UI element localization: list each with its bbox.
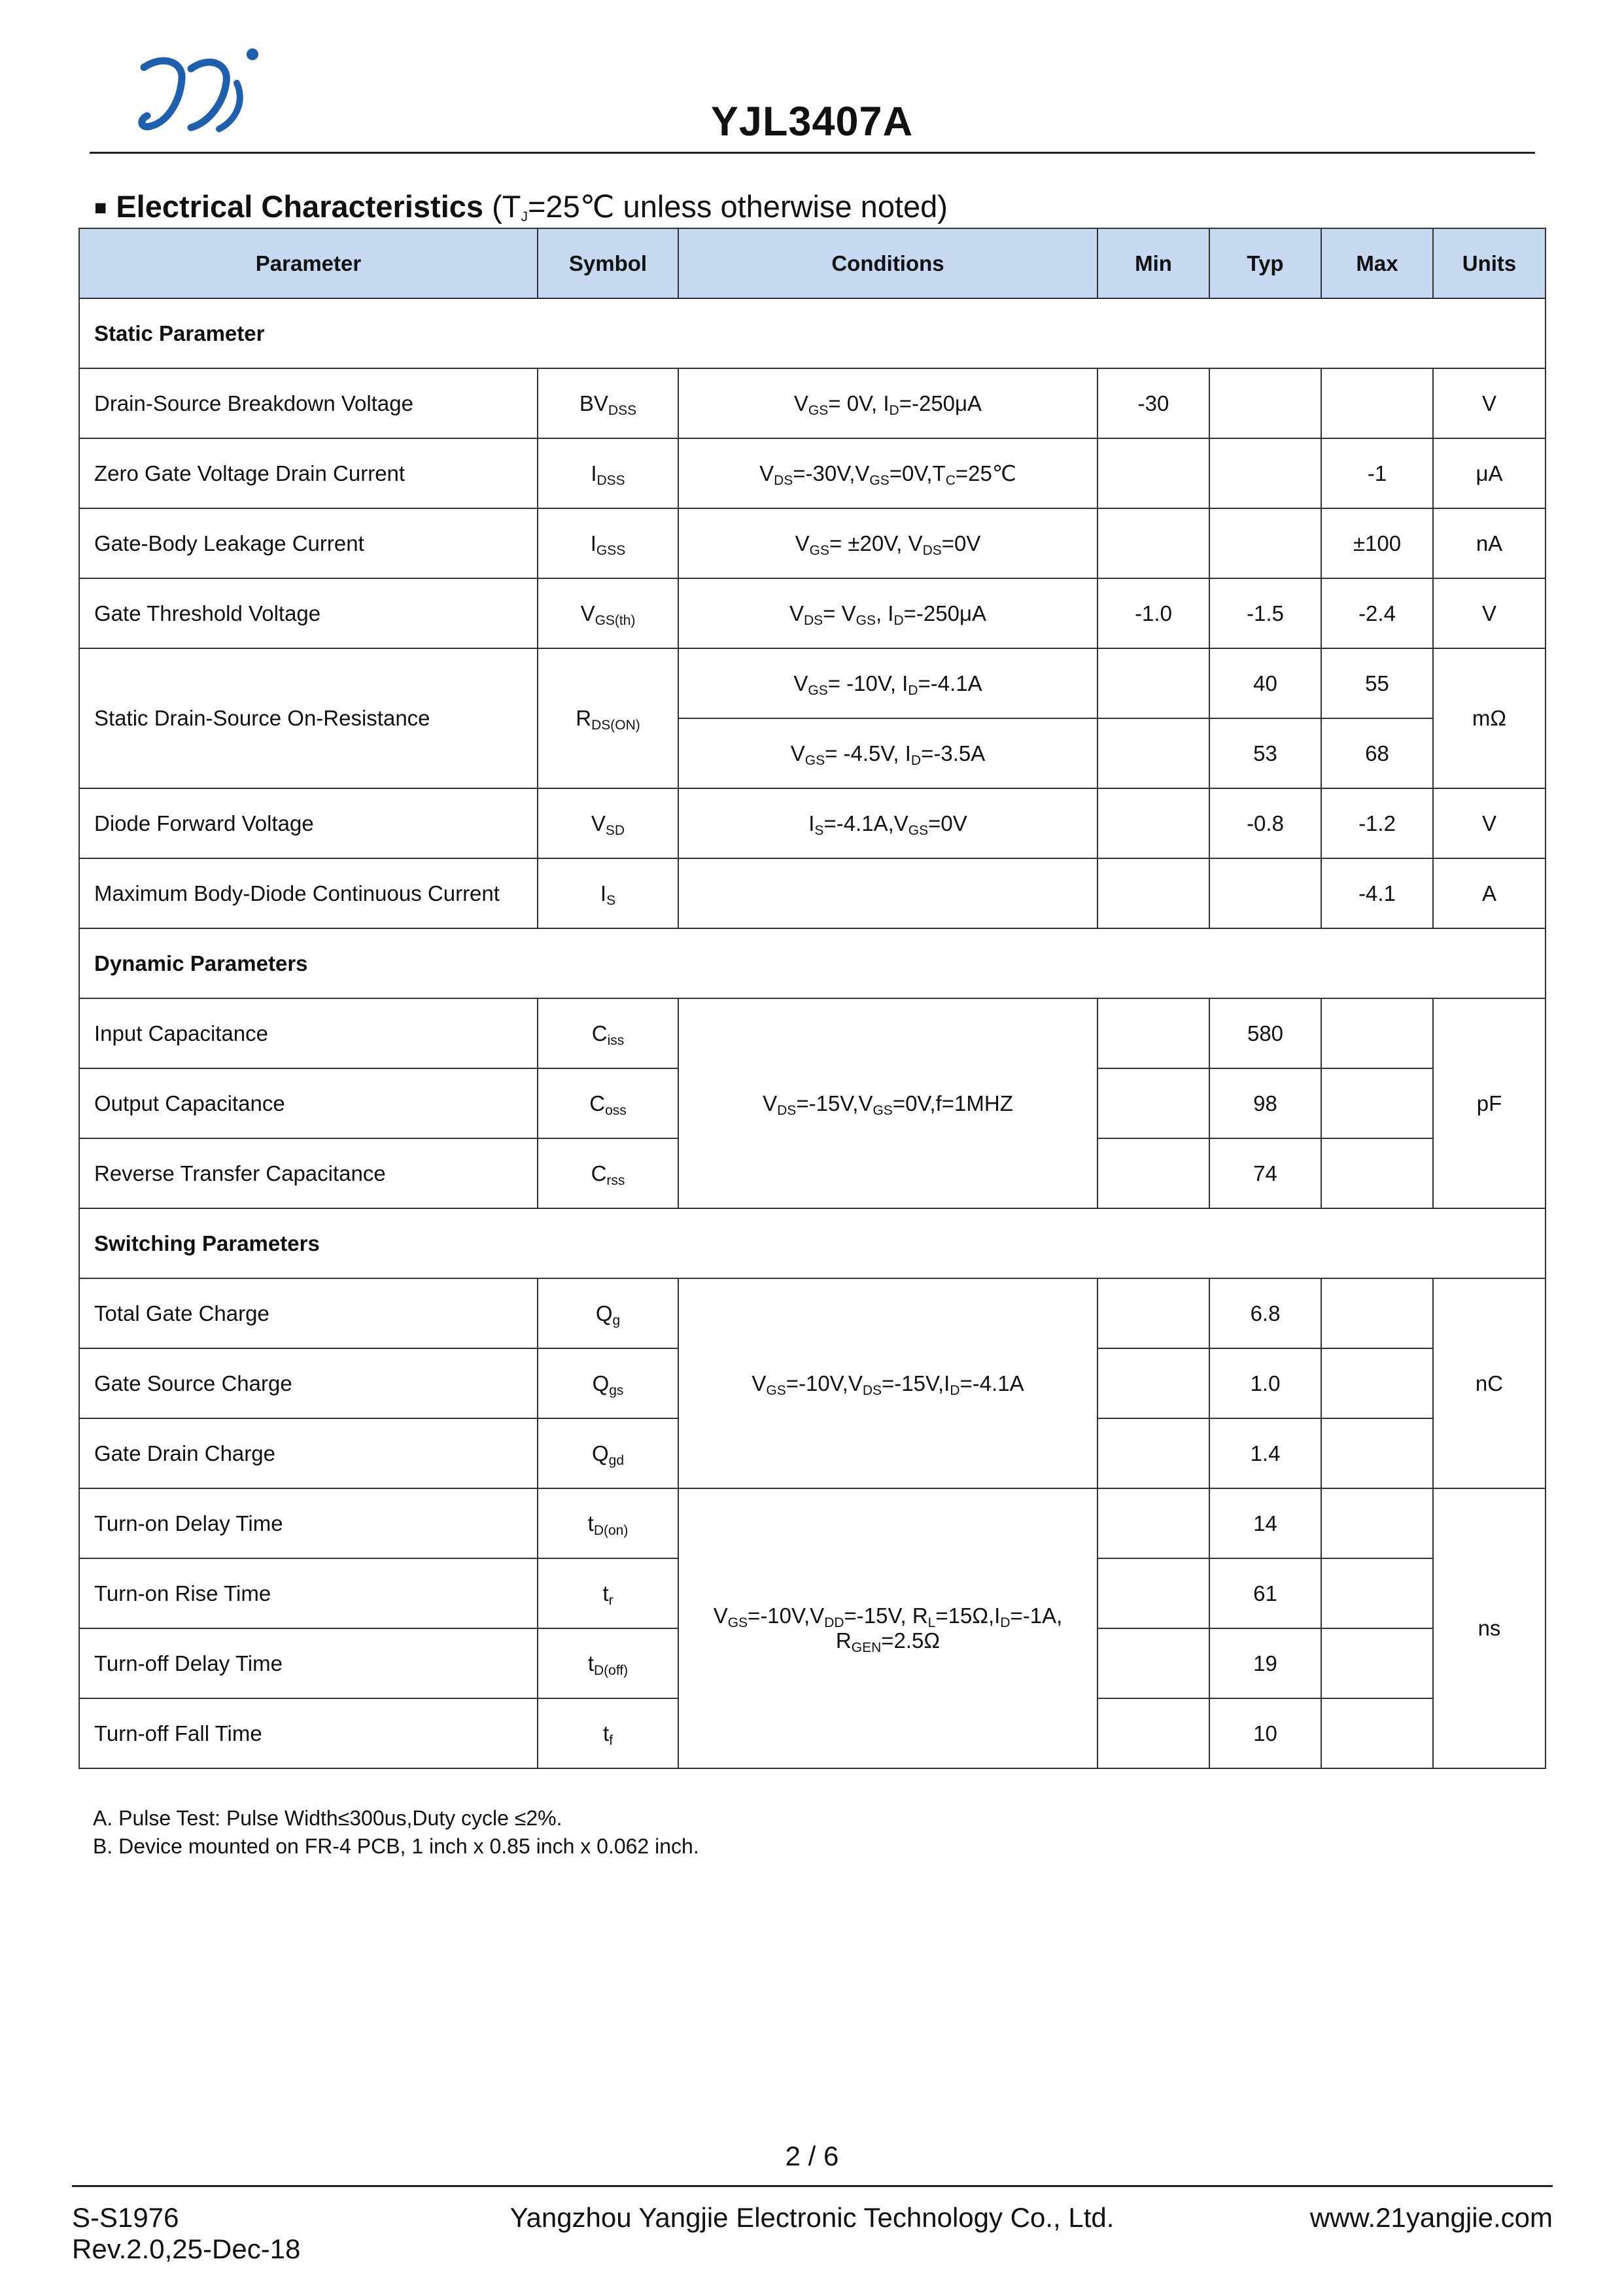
typ-cell: 1.4	[1209, 1418, 1321, 1488]
min-cell	[1097, 438, 1209, 508]
typ-cell: 74	[1209, 1138, 1321, 1208]
parameter-cell: Gate Drain Charge	[79, 1418, 538, 1488]
group-label: Dynamic Parameters	[79, 928, 1546, 998]
column-header: Typ	[1209, 228, 1321, 298]
max-cell	[1321, 1138, 1433, 1208]
min-cell	[1097, 1628, 1209, 1698]
min-cell	[1097, 1138, 1209, 1208]
symbol-cell: $I_{DSS}$	[538, 438, 678, 508]
conditions-cell	[678, 858, 1097, 928]
units-cell: A	[1433, 858, 1546, 928]
symbol-cell: $t_r$	[538, 1558, 678, 1628]
units-cell: V	[1433, 788, 1546, 858]
parameter-cell: Turn-on Delay Time	[79, 1488, 538, 1558]
symbol-cell: $R_{DS(ON)}$	[538, 648, 678, 788]
min-cell	[1097, 508, 1209, 578]
max-cell	[1321, 998, 1433, 1068]
table-row	[79, 1488, 1546, 1558]
section-condition: ($T_J=25℃$ unless otherwise noted)	[492, 189, 948, 224]
symbol-cell: $BV_{DSS}$	[538, 368, 678, 438]
min-cell	[1097, 1488, 1209, 1558]
group-row	[79, 928, 1546, 998]
parameter-cell: Gate Threshold Voltage	[79, 578, 538, 648]
parameter-cell: Output Capacitance	[79, 1068, 538, 1138]
table-row	[79, 788, 1546, 858]
symbol-cell: $C_{rss}$	[538, 1138, 678, 1208]
conditions-cell: $V_{GS}=-10V,V_{DS}=-15V,I_D=-4.1A$	[678, 1278, 1097, 1488]
max-cell	[1321, 1068, 1433, 1138]
footnotes	[93, 1804, 699, 1861]
typ-cell	[1209, 508, 1321, 578]
parameter-cell: Turn-off Delay Time	[79, 1628, 538, 1698]
table-row	[79, 998, 1546, 1068]
max-cell: 55	[1321, 648, 1433, 718]
parameter-cell: Total Gate Charge	[79, 1278, 538, 1348]
symbol-cell: $V_{GS(th)}$	[538, 578, 678, 648]
document-title: YJL3407A	[710, 99, 914, 145]
max-cell	[1321, 1418, 1433, 1488]
electrical-characteristics-table	[78, 228, 1546, 1769]
typ-cell: 40	[1209, 648, 1321, 718]
symbol-cell: $Q_{gd}$	[538, 1418, 678, 1488]
table-row	[79, 438, 1546, 508]
footnote: A. Pulse Test: Pulse Width≤300us,Duty cycle ≤2%.	[93, 1806, 562, 1830]
typ-cell: 14	[1209, 1488, 1321, 1558]
parameter-cell: Gate-Body Leakage Current	[79, 508, 538, 578]
max-cell: -1	[1321, 438, 1433, 508]
max-cell	[1321, 1488, 1433, 1558]
max-cell	[1321, 1558, 1433, 1628]
column-header: Units	[1433, 228, 1546, 298]
symbol-cell: $t_{D(on)}$	[538, 1488, 678, 1558]
parameter-cell: Turn-off Fall Time	[79, 1698, 538, 1768]
conditions-cell: $V_{GS}= -4.5V$, $I_D=-3.5A$	[678, 718, 1097, 788]
min-cell	[1097, 1348, 1209, 1418]
min-cell	[1097, 998, 1209, 1068]
min-cell: -1.0	[1097, 578, 1209, 648]
typ-cell: 1.0	[1209, 1348, 1321, 1418]
table-row	[79, 368, 1546, 438]
parameter-cell: Diode Forward Voltage	[79, 788, 538, 858]
units-cell: V	[1433, 368, 1546, 438]
units-cell: mΩ	[1433, 648, 1546, 788]
footnote: B. Device mounted on FR-4 PCB, 1 inch x 0.85 inch x 0.062 inch.	[93, 1834, 699, 1858]
parameter-cell: Drain-Source Breakdown Voltage	[79, 368, 538, 438]
column-header: Symbol	[538, 228, 678, 298]
units-cell: μA	[1433, 438, 1546, 508]
table-row	[79, 508, 1546, 578]
max-cell: -2.4	[1321, 578, 1433, 648]
max-cell	[1321, 368, 1433, 438]
symbol-cell: $I_S$	[538, 858, 678, 928]
min-cell	[1097, 648, 1209, 718]
parameter-cell: Zero Gate Voltage Drain Current	[79, 438, 538, 508]
typ-cell: -1.5	[1209, 578, 1321, 648]
group-row	[79, 298, 1546, 368]
units-cell: ns	[1433, 1488, 1546, 1768]
section-heading	[94, 188, 948, 225]
max-cell: 68	[1321, 718, 1433, 788]
min-cell: -30	[1097, 368, 1209, 438]
conditions-cell: $V_{DS}=-30V,V_{GS}=0V,T_C=25℃$	[678, 438, 1097, 508]
units-cell: pF	[1433, 998, 1546, 1208]
conditions-cell: $V_{DS}= V_{GS}$, $I_D=-250\mu A$	[678, 578, 1097, 648]
parameter-cell: Turn-on Rise Time	[79, 1558, 538, 1628]
website-link[interactable]: www.21yangjie.com	[1309, 2202, 1553, 2233]
column-header: Min	[1097, 228, 1209, 298]
symbol-cell: $C_{iss}$	[538, 998, 678, 1068]
max-cell	[1321, 1278, 1433, 1348]
column-header: Max	[1321, 228, 1433, 298]
typ-cell: 10	[1209, 1698, 1321, 1768]
max-cell	[1321, 1628, 1433, 1698]
symbol-cell: $C_{oss}$	[538, 1068, 678, 1138]
conditions-cell: $V_{GS}=-10V,V_{DD}=-15V$, $R_L=15\Omega,I_D=-1A$, $R_{GEN}=2.5\Omega$	[678, 1488, 1097, 1768]
typ-cell	[1209, 858, 1321, 928]
parameter-cell: Input Capacitance	[79, 998, 538, 1068]
max-cell: ±100	[1321, 508, 1433, 578]
column-header: Conditions	[678, 228, 1097, 298]
table-row	[79, 1278, 1546, 1348]
company-name: Yangzhou Yangjie Electronic Technology Co., Ltd.	[510, 2202, 1114, 2233]
max-cell: -4.1	[1321, 858, 1433, 928]
revision: Rev.2.0,25-Dec-18	[72, 2234, 301, 2264]
group-row	[79, 1208, 1546, 1278]
footer-divider	[72, 2185, 1553, 2187]
conditions-cell: $V_{GS}= \pm 20V$, $V_{DS}=0V$	[678, 508, 1097, 578]
table-header-row	[79, 228, 1546, 298]
table-row	[79, 648, 1546, 718]
table-row	[79, 858, 1546, 928]
conditions-cell: $V_{GS}= -10V$, $I_D=-4.1A$	[678, 648, 1097, 718]
header-divider	[90, 152, 1535, 154]
doc-code: S-S1976	[72, 2202, 179, 2233]
min-cell	[1097, 1558, 1209, 1628]
typ-cell: 6.8	[1209, 1278, 1321, 1348]
typ-cell: 61	[1209, 1558, 1321, 1628]
typ-cell	[1209, 368, 1321, 438]
symbol-cell: $V_{SD}$	[538, 788, 678, 858]
symbol-cell: $Q_g$	[538, 1278, 678, 1348]
conditions-cell: $I_S=-4.1A,V_{GS}=0V$	[678, 788, 1097, 858]
typ-cell: 53	[1209, 718, 1321, 788]
parameter-cell: Maximum Body-Diode Continuous Current	[79, 858, 538, 928]
min-cell	[1097, 1068, 1209, 1138]
column-header: Parameter	[79, 228, 538, 298]
max-cell	[1321, 1698, 1433, 1768]
units-cell: nA	[1433, 508, 1546, 578]
section-title: Electrical Characteristics	[116, 189, 484, 224]
conditions-cell: $V_{DS}=-15V,V_{GS}=0V,f=1MHZ$	[678, 998, 1097, 1208]
max-cell: -1.2	[1321, 788, 1433, 858]
min-cell	[1097, 1418, 1209, 1488]
typ-cell: 580	[1209, 998, 1321, 1068]
parameter-cell: Gate Source Charge	[79, 1348, 538, 1418]
min-cell	[1097, 858, 1209, 928]
typ-cell: 98	[1209, 1068, 1321, 1138]
min-cell	[1097, 1698, 1209, 1768]
group-label: Switching Parameters	[79, 1208, 1546, 1278]
table-row	[79, 578, 1546, 648]
parameter-cell: Static Drain-Source On-Resistance	[79, 648, 538, 788]
square-bullet-icon: ■	[94, 196, 107, 219]
units-cell: nC	[1433, 1278, 1546, 1488]
typ-cell: -0.8	[1209, 788, 1321, 858]
min-cell	[1097, 1278, 1209, 1348]
parameter-cell: Reverse Transfer Capacitance	[79, 1138, 538, 1208]
min-cell	[1097, 718, 1209, 788]
max-cell	[1321, 1348, 1433, 1418]
group-label: Static Parameter	[79, 298, 1546, 368]
symbol-cell: $t_f$	[538, 1698, 678, 1768]
min-cell	[1097, 788, 1209, 858]
units-cell: V	[1433, 578, 1546, 648]
symbol-cell: $I_{GSS}$	[538, 508, 678, 578]
symbol-cell: $t_{D(off)}$	[538, 1628, 678, 1698]
symbol-cell: $Q_{gs}$	[538, 1348, 678, 1418]
typ-cell	[1209, 438, 1321, 508]
typ-cell: 19	[1209, 1628, 1321, 1698]
page-number: 2 / 6	[785, 2141, 839, 2171]
conditions-cell: $V_{GS}= 0V$, $I_D=-250\mu A$	[678, 368, 1097, 438]
